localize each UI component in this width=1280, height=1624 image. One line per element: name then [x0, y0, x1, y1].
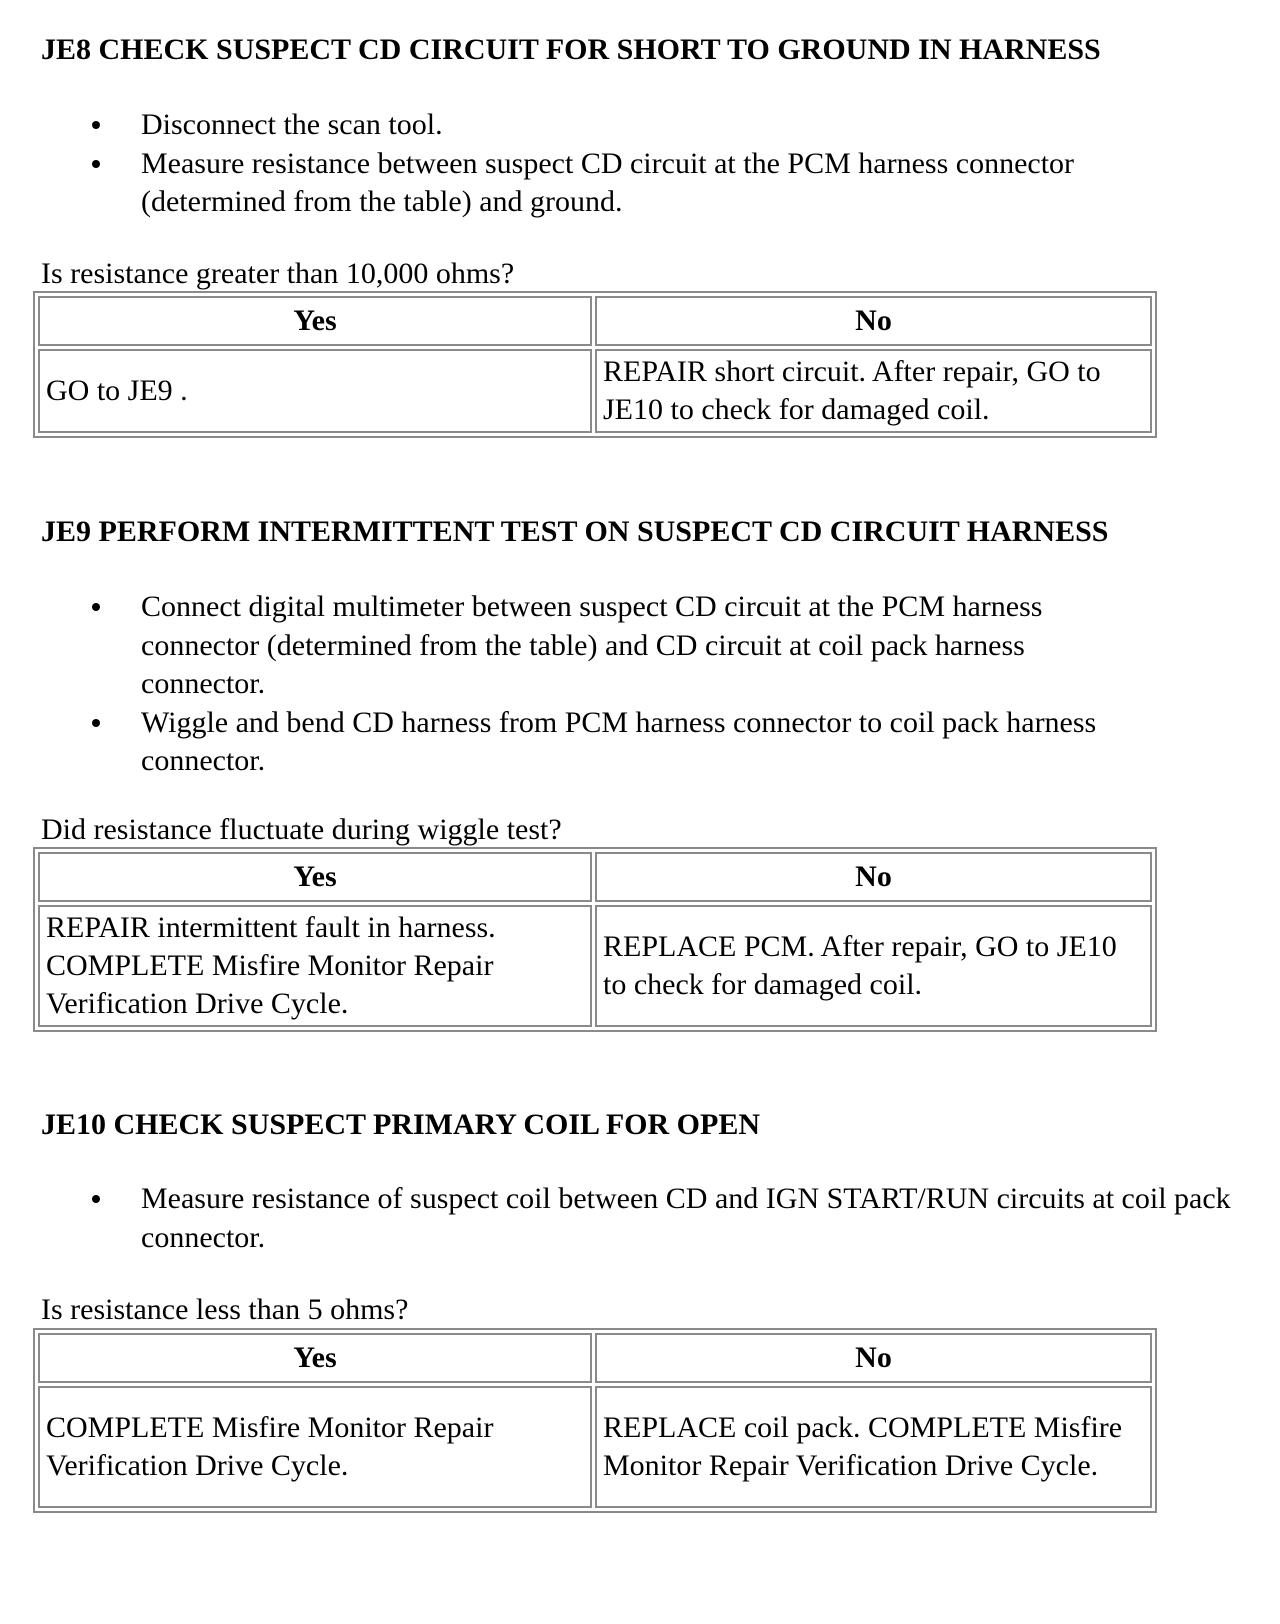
list-item: Measure resistance of suspect coil between CD and IGN START/RUN circuits at coil pack connector.	[0, 1180, 1241, 1257]
yes-cell: GO to JE9 .	[38, 349, 592, 433]
bullet-icon	[92, 603, 100, 611]
question-text: Is resistance less than 5 ohms?	[41, 1293, 409, 1326]
list-item: Measure resistance between suspect CD circuit at the PCM harness connector (determined from the table) and ground.	[0, 145, 1171, 222]
bullet-list	[0, 1180, 1240, 1257]
yes-no-table	[33, 847, 1157, 1032]
section-heading: JE10 CHECK SUSPECT PRIMARY COIL FOR OPEN	[41, 1108, 761, 1141]
bullet-list	[0, 588, 1240, 781]
no-header: No	[595, 296, 1152, 346]
question-text: Is resistance greater than 10,000 ohms?	[41, 257, 515, 290]
question-text: Did resistance fluctuate during wiggle test?	[41, 813, 562, 846]
bullet-icon	[92, 1195, 100, 1203]
yes-header: Yes	[38, 1333, 592, 1383]
yes-header: Yes	[38, 296, 592, 346]
section-heading: JE8 CHECK SUSPECT CD CIRCUIT FOR SHORT TO GROUND IN HARNESS	[41, 33, 1101, 66]
yes-header: Yes	[38, 852, 592, 902]
bullet-list	[0, 106, 1240, 222]
no-cell: REPAIR short circuit. After repair, GO to JE10 to check for damaged coil.	[595, 349, 1152, 433]
no-cell: REPLACE PCM. After repair, GO to JE10 to check for damaged coil.	[595, 905, 1152, 1027]
no-cell: REPLACE coil pack. COMPLETE Misfire Monitor Repair Verification Drive Cycle.	[595, 1386, 1152, 1508]
yes-cell: REPAIR intermittent fault in harness. COMPLETE Misfire Monitor Repair Verification Drive Cycle.	[38, 905, 592, 1027]
bullet-icon	[92, 719, 100, 727]
no-header: No	[595, 1333, 1152, 1383]
section-heading: JE9 PERFORM INTERMITTENT TEST ON SUSPECT CD CIRCUIT HARNESS	[41, 515, 1109, 548]
yes-no-table	[33, 1328, 1157, 1513]
no-header: No	[595, 852, 1152, 902]
bullet-icon	[92, 121, 100, 129]
bullet-icon	[92, 160, 100, 168]
list-item: Wiggle and bend CD harness from PCM harness connector to coil pack harness connector.	[0, 704, 1201, 781]
yes-no-table	[33, 291, 1157, 438]
list-item: Disconnect the scan tool.	[0, 106, 1240, 145]
list-item: Connect digital multimeter between suspect CD circuit at the PCM harness connector (determined from the table) and CD circuit at coil pack harness connector.	[0, 588, 1141, 704]
yes-cell: COMPLETE Misfire Monitor Repair Verification Drive Cycle.	[38, 1386, 592, 1508]
